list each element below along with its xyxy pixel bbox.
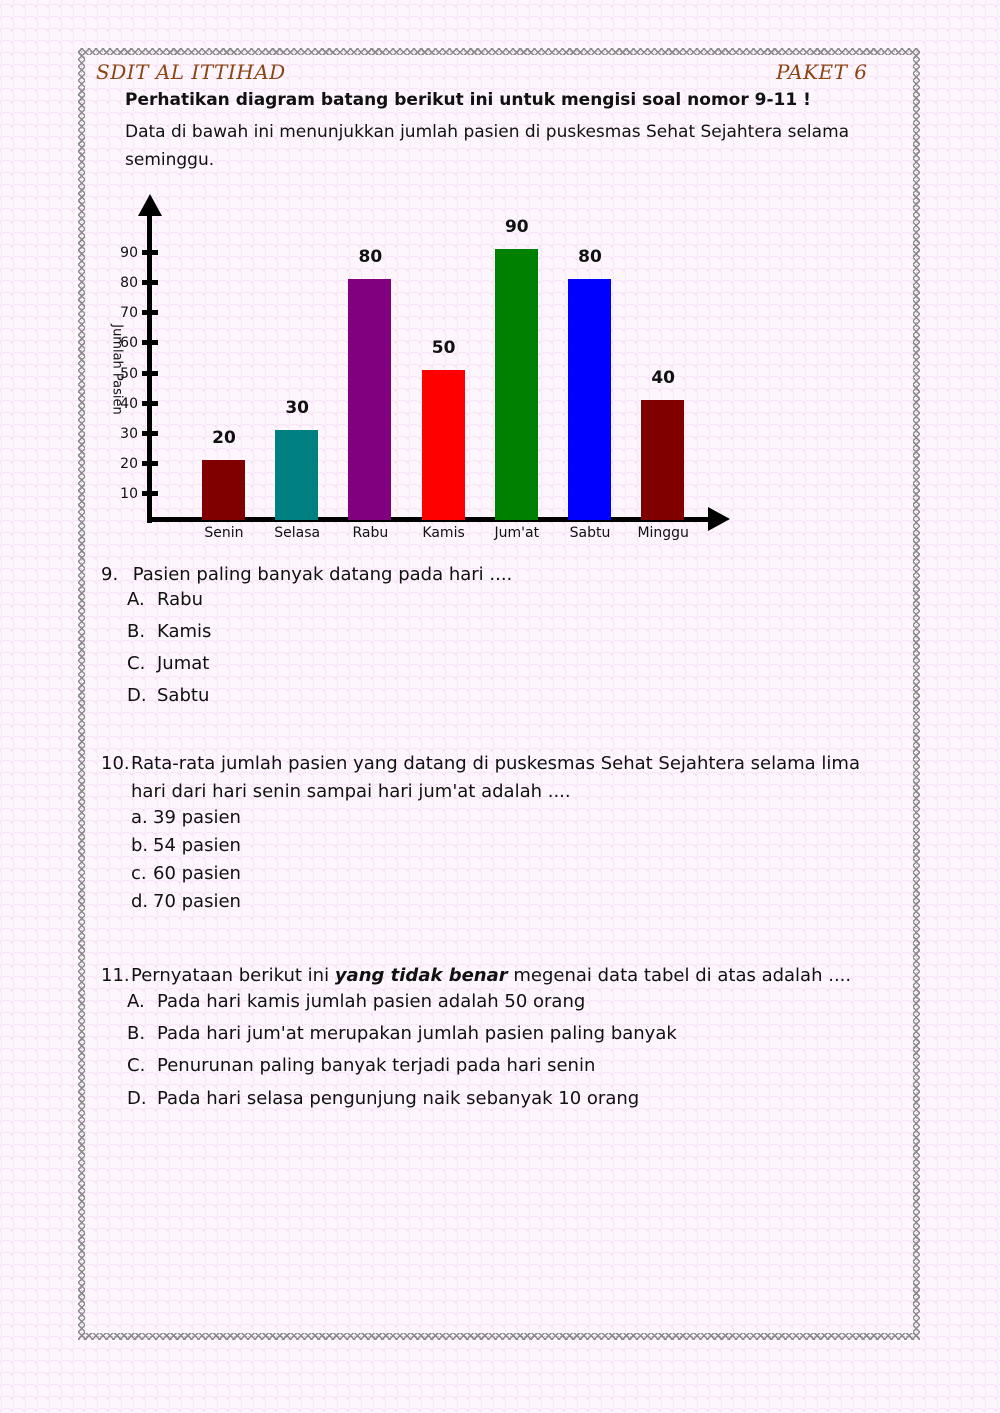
option-letter: a. (131, 807, 148, 828)
question-text-line2: hari dari hari senin sampai hari jum'at adalah .... (131, 781, 571, 802)
question-9 (101, 561, 512, 589)
y-tick (142, 310, 158, 315)
bar-value-label: 80 (358, 247, 383, 268)
y-tick-label: 70 (120, 305, 138, 321)
x-axis-arrow-icon (708, 507, 730, 531)
y-tick-label: 20 (120, 456, 138, 472)
option-text: Kamis (157, 621, 212, 642)
question-number: 9. (101, 564, 119, 585)
option-text: Pada hari selasa pengunjung naik sebanyak 10 orang (157, 1088, 640, 1109)
question-text: Pernyataan berikut ini (131, 965, 335, 986)
bar-value-label: 50 (431, 337, 456, 358)
option-text: 39 pasien (153, 807, 241, 828)
q9-option-a[interactable] (127, 589, 203, 610)
intro-text: Data di bawah ini menunjukkan jumlah pasien di puskesmas Sehat Sejahtera selama seminggu. (125, 122, 850, 170)
x-category-label: Sabtu (569, 525, 611, 541)
bar (495, 249, 538, 520)
question-11 (101, 962, 901, 990)
q11-option-b[interactable] (127, 1023, 677, 1044)
option-letter: A. (127, 991, 145, 1012)
q9-option-c[interactable] (127, 653, 209, 674)
y-tick-label: 80 (120, 275, 138, 291)
y-tick (142, 431, 158, 436)
q11-option-d[interactable] (127, 1088, 639, 1109)
y-tick (142, 280, 158, 285)
bar (348, 279, 391, 520)
option-text: Rabu (157, 589, 203, 610)
q10-option-c[interactable] (131, 863, 241, 884)
bar-value-label: 90 (504, 217, 529, 238)
option-letter: B. (127, 1023, 146, 1044)
option-letter: c. (131, 863, 147, 884)
option-letter: A. (127, 589, 145, 610)
option-letter: C. (127, 653, 146, 674)
x-category-label: Selasa (274, 525, 321, 541)
y-tick-label: 10 (120, 486, 138, 502)
bar-value-label: 20 (212, 427, 236, 448)
bar-value-label: 40 (651, 367, 676, 388)
x-category-label: Minggu (637, 525, 689, 541)
q9-option-b[interactable] (127, 621, 211, 642)
x-category-label: Jum'at (494, 525, 540, 541)
y-tick (142, 371, 158, 376)
question-text-line1: Rata-rata jumlah pasien yang datang di puskesmas Sehat Sejahtera selama lima (131, 753, 860, 774)
y-tick-label: 90 (120, 245, 138, 261)
option-letter: b. (131, 835, 149, 856)
bar (275, 430, 318, 520)
y-tick (142, 491, 158, 496)
y-axis-label: Jumlah Pasien (109, 324, 125, 415)
option-letter: C. (127, 1055, 146, 1076)
option-text: 60 pasien (153, 863, 241, 884)
option-text: Penurunan paling banyak terjadi pada hari senin (157, 1055, 596, 1076)
q11-option-a[interactable] (127, 991, 585, 1012)
q10-option-d[interactable] (131, 891, 241, 912)
option-letter: B. (127, 621, 146, 642)
bar-value-label: 30 (285, 397, 310, 418)
x-category-label: Senin (204, 525, 244, 541)
q9-option-d[interactable] (127, 685, 209, 706)
y-tick-label: 50 (120, 366, 138, 382)
question-number: 10. (101, 753, 130, 774)
option-text: Jumat (157, 653, 210, 674)
bar (422, 370, 465, 521)
y-tick-label: 40 (120, 396, 138, 412)
bar (202, 460, 245, 520)
option-text: Pada hari jum'at merupakan jumlah pasien paling banyak (157, 1023, 677, 1044)
y-tick (142, 401, 158, 406)
question-text: Pasien paling banyak datang pada hari .... (132, 564, 513, 585)
question-text: megenai data tabel di atas adalah .... (507, 965, 852, 986)
y-tick (142, 340, 158, 345)
option-letter: D. (127, 1088, 147, 1109)
y-tick (142, 461, 158, 466)
y-axis (147, 210, 152, 523)
y-tick (142, 250, 158, 255)
y-tick-label: 60 (120, 335, 138, 351)
option-letter: d. (131, 891, 149, 912)
bar-value-label: 80 (578, 247, 602, 268)
option-text: 70 pasien (153, 891, 241, 912)
option-text: 54 pasien (153, 835, 241, 856)
q10-option-a[interactable] (131, 807, 241, 828)
question-10 (101, 750, 901, 806)
x-category-label: Kamis (422, 525, 465, 541)
question-number: 11. (101, 965, 130, 986)
q10-option-b[interactable] (131, 835, 241, 856)
option-text: Sabtu (157, 685, 210, 706)
bar (568, 279, 611, 520)
x-category-label: Rabu (352, 525, 389, 541)
paket-label: PAKET 6 (776, 60, 868, 84)
school-name: SDIT AL ITTIHAD (96, 60, 286, 84)
q11-option-c[interactable] (127, 1055, 595, 1076)
y-tick-label: 30 (120, 426, 138, 442)
bar (641, 400, 684, 520)
option-text: Pada hari kamis jumlah pasien adalah 50 orang (157, 991, 586, 1012)
option-letter: D. (127, 685, 147, 706)
instruction-heading: Perhatikan diagram batang berikut ini untuk mengisi soal nomor 9-11 ! (125, 90, 811, 110)
question-emphasis: yang tidak benar (334, 965, 508, 986)
